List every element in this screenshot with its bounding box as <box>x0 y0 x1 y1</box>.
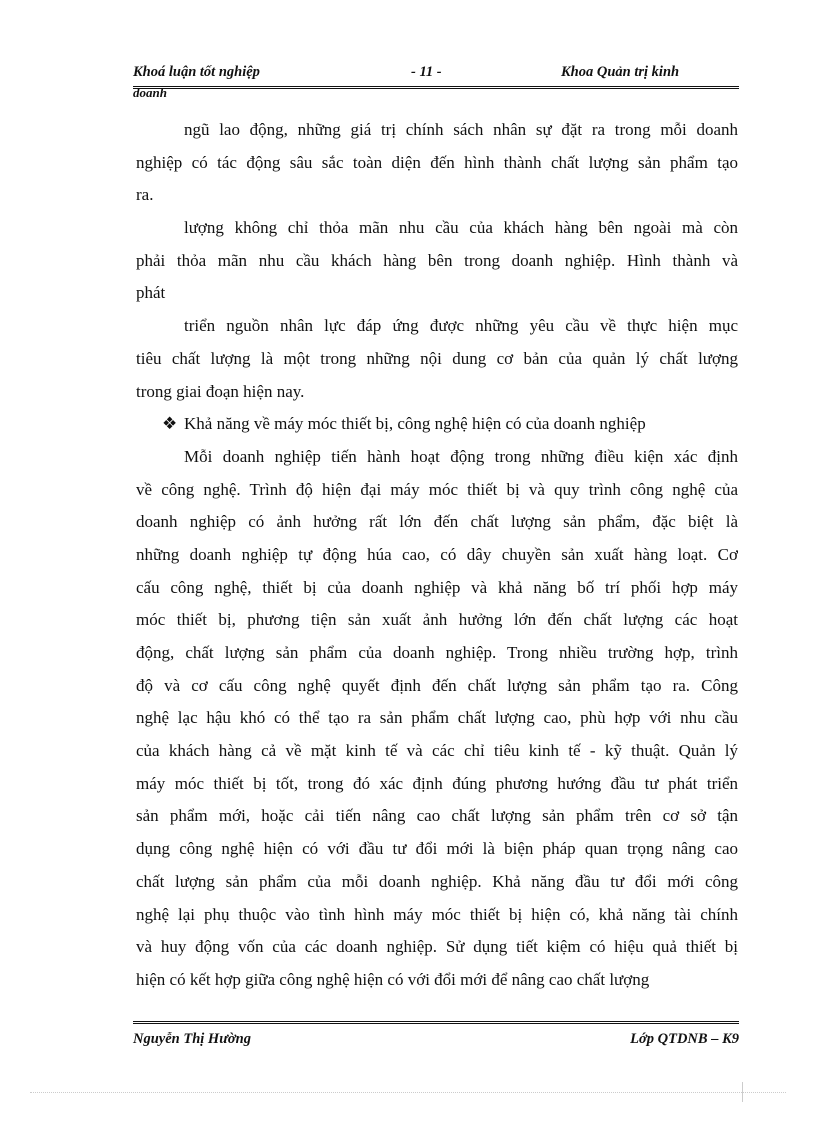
document-body <box>136 114 738 997</box>
text-line: phát <box>136 283 166 303</box>
text-line: nghệ lại phụ thuộc vào tình hình máy móc thiết bị hiện có, khả năng tài chính <box>136 904 738 924</box>
text-line: máy móc thiết bị tốt, trong đó xác định đúng phương hướng đầu tư phát triển <box>136 773 738 793</box>
footer-author: Nguyễn Thị Hường <box>133 1031 251 1047</box>
text-line: độ và cơ cấu công nghệ quyết định đến chất lượng sản phẩm tạo ra. Công <box>136 675 738 695</box>
header-faculty: Khoa Quản trị kinh <box>561 64 680 80</box>
section-heading: Khả năng về máy móc thiết bị, công nghệ hiện có của doanh nghiệp <box>184 414 646 434</box>
text-line: ngũ lao động, những giá trị chính sách nhân sự đặt ra trong mỗi doanh <box>184 120 738 139</box>
text-line: phải thỏa mãn nhu cầu khách hàng bên trong doanh nghiệp. Hình thành và <box>136 250 738 270</box>
text-line: và huy động vốn của các doanh nghiệp. Sử dụng tiết kiệm có hiệu quả thiết bị <box>136 937 738 957</box>
paragraph-human-resources <box>136 114 738 408</box>
text-line: của khách hàng cả về mặt kinh tế và các chỉ tiêu kinh tế - kỹ thuật. Quản lý <box>136 741 738 761</box>
page-number: - 11 - <box>411 64 442 80</box>
header-thesis-title-continued: doanh <box>133 85 167 100</box>
footer-class: Lớp QTDNB – K9 <box>630 1031 739 1047</box>
text-line: nghệ lạc hậu khó có thể tạo ra sản phẩm chất lượng cao, phù hợp với nhu cầu <box>136 708 738 728</box>
header-rule <box>133 86 739 89</box>
text-line: móc thiết bị, phương tiện sản xuất ảnh hưởng lớn đến chất lượng các hoạt <box>136 610 738 630</box>
text-line: Mỗi doanh nghiệp tiến hành hoạt động trong những điều kiện xác định <box>184 446 738 466</box>
header-thesis-title: Khoá luận tốt nghiệp <box>133 64 260 80</box>
text-line: sản phẩm mới, hoặc cải tiến nâng cao chất lượng sản phẩm trên cơ sở tận <box>136 806 738 826</box>
text-line: trong giai đoạn hiện nay. <box>136 381 305 401</box>
paragraph-technology <box>136 441 738 997</box>
text-line: nghiệp có tác động sâu sắc toàn diện đến hình thành chất lượng sản phẩm tạo <box>136 152 738 172</box>
text-line: dụng công nghệ hiện có với đầu tư đổi mới là biện pháp quan trọng nâng cao <box>136 839 738 859</box>
text-line: tiêu chất lượng là một trong những nội dung cơ bản của quản lý chất lượng <box>136 348 738 368</box>
footer-rule <box>133 1021 739 1024</box>
text-line: hiện có kết hợp giữa công nghệ hiện có với đổi mới để nâng cao chất lượng <box>136 969 650 989</box>
text-line: triển nguồn nhân lực đáp ứng được những yêu cầu về thực hiện mục <box>184 316 738 336</box>
text-line: về công nghệ. Trình độ hiện đại máy móc thiết bị và quy trình công nghệ của <box>136 479 738 499</box>
text-line: lượng không chỉ thỏa mãn nhu cầu của khách hàng bên ngoài mà còn <box>184 218 738 238</box>
text-line: doanh nghiệp có ảnh hưởng rất lớn đến chất lượng sản phẩm, đặc biệt là <box>136 512 738 532</box>
text-line: ra. <box>136 185 154 205</box>
section-bullet <box>136 408 738 441</box>
page-edge-dotted-line <box>30 1092 786 1093</box>
diamond-bullet-icon: ❖ <box>162 414 178 434</box>
page-header <box>133 64 739 104</box>
page-edge-tick <box>742 1082 743 1102</box>
text-line: động, chất lượng sản phẩm của doanh nghiệp. Trong nhiều trường hợp, trình <box>136 643 738 662</box>
text-line: những doanh nghiệp tự động húa cao, có dây chuyền sản xuất hàng loạt. Cơ <box>136 544 738 564</box>
text-line: cấu công nghệ, thiết bị của doanh nghiệp và khả năng bố trí phối hợp máy <box>136 577 738 597</box>
text-line: chất lượng sản phẩm của mỗi doanh nghiệp. Khả năng đầu tư đổi mới công <box>136 871 738 891</box>
